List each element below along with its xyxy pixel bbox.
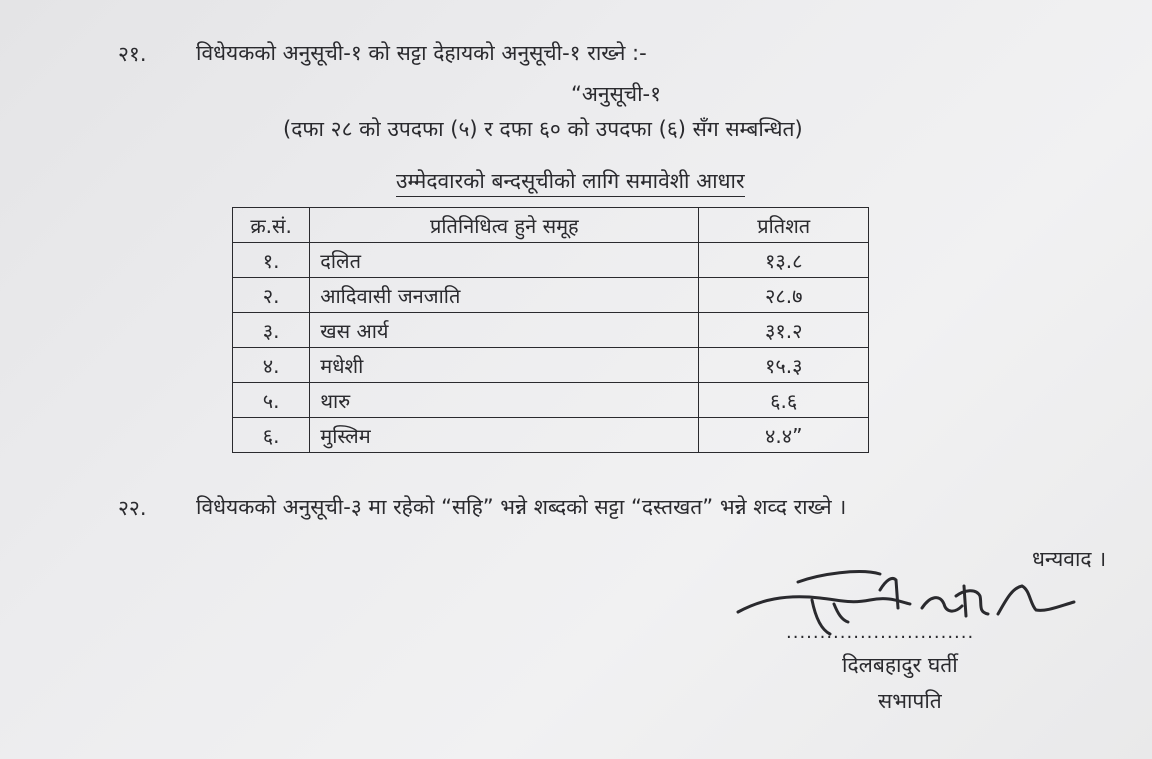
header-group: प्रतिनिधित्व हुने समूह <box>310 208 699 243</box>
row-percent: ६.६ <box>699 383 869 418</box>
table-row <box>233 383 869 418</box>
row-serial: ३. <box>233 313 310 348</box>
row-percent: ३१.२ <box>699 313 869 348</box>
row-group: खस आर्य <box>310 313 699 348</box>
table-header-row <box>233 208 869 243</box>
row-percent: ४.४” <box>699 418 869 453</box>
row-group: थारु <box>310 383 699 418</box>
table-row <box>233 313 869 348</box>
row-percent: १५.३ <box>699 348 869 383</box>
clause-22-number: २२. <box>118 496 147 520</box>
signatory-name: दिलबहादुर घर्ती <box>842 653 958 677</box>
row-group: मधेशी <box>310 348 699 383</box>
row-serial: ६. <box>233 418 310 453</box>
row-percent: १३.८ <box>699 243 869 278</box>
table-row <box>233 348 869 383</box>
schedule-heading: “अनुसूची-१ <box>571 82 662 106</box>
row-serial: ५. <box>233 383 310 418</box>
schedule-reference: (दफा २८ को उपदफा (५) र दफा ६० को उपदफा (६) सँग सम्बन्धित) <box>283 117 803 141</box>
row-serial: २. <box>233 278 310 313</box>
row-serial: ४. <box>233 348 310 383</box>
header-serial: क्र.सं. <box>233 208 310 243</box>
header-percent: प्रतिशत <box>699 208 869 243</box>
clause-21-text: विधेयकको अनुसूची-१ को सट्टा देहायको अनुसूची-१ राख्ने :- <box>196 41 647 65</box>
row-serial: १. <box>233 243 310 278</box>
signatory-title: सभापति <box>878 689 942 713</box>
row-group: आदिवासी जनजाति <box>310 278 699 313</box>
row-percent: २८.७ <box>699 278 869 313</box>
representation-table <box>232 207 869 453</box>
table-title: उम्मेदवारको बन्दसूचीको लागि समावेशी आधार <box>396 168 745 197</box>
table-row <box>233 418 869 453</box>
table-row <box>233 278 869 313</box>
table-row <box>233 243 869 278</box>
signature-dotted-line: ............................ <box>786 622 975 643</box>
clause-22-text: विधेयकको अनुसूची-३ मा रहेको “सहि” भन्ने शब्दको सट्टा “दस्तखत” भन्ने शव्द राख्ने । <box>196 495 847 519</box>
row-group: दलित <box>310 243 699 278</box>
clause-21-number: २१. <box>118 42 147 66</box>
row-group: मुस्लिम <box>310 418 699 453</box>
closing-thanks: धन्यवाद । <box>1032 547 1107 571</box>
